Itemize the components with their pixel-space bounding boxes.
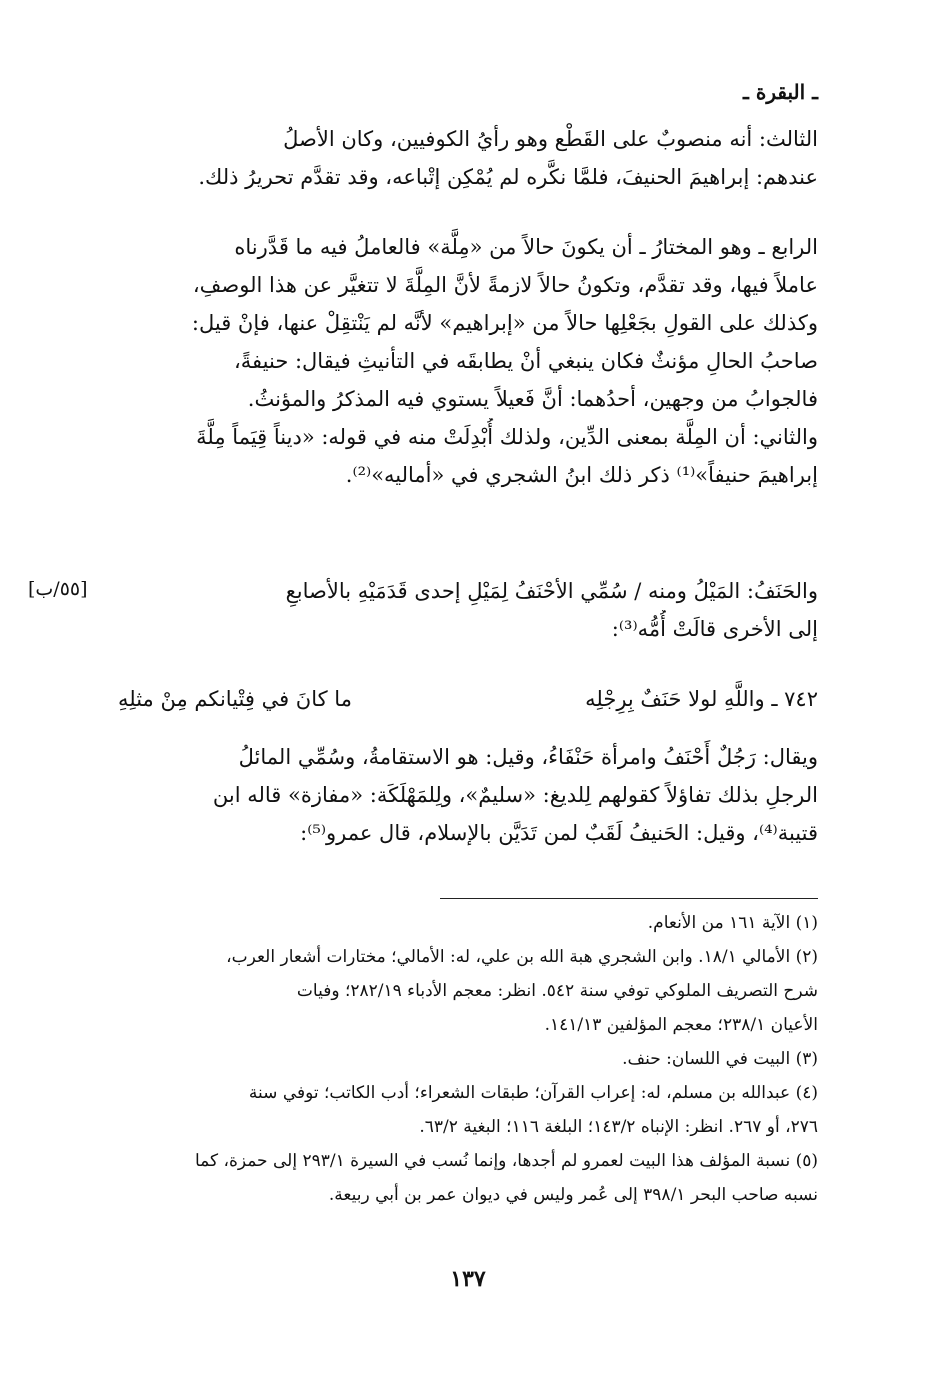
footnote-line: (١) الآية ١٦١ من الأنعام. <box>647 913 818 933</box>
text-line: الرابع ـ وهو المختارُ ـ أن يكونَ حالاً من «مِلَّة» فالعاملُ فيه ما قَدَّرناه <box>234 235 818 259</box>
text-line: الثالث: أنه منصوبٌ على القَطْع وهو رأيُ الكوفيين، وكان الأصلُ <box>283 127 818 151</box>
footnote-5 <box>118 1146 818 1210</box>
text-line: الرجلِ بذلك تفاؤلاً كقولهم لِلديغ: «سليمٌ»، ولِلمَهْلَكَة: «مفازة» قاله ابن <box>212 783 818 807</box>
text-line: إلى الأخرى قالَتْ أُمُّه⁽³⁾: <box>611 617 818 641</box>
text-line: والحَنَفُ: المَيْلُ ومنه / سُمِّي الأحْنَفُ لِمَيْلِ إحدى قَدَمَيْهِ بالأصابعِ <box>285 579 818 603</box>
text-line: فالجوابُ من وجهين، أحدُهما: أنَّ فَعيلاً يستوي فيه المذكرُ والمؤنثُ. <box>247 387 818 411</box>
footnote-2 <box>118 942 818 1040</box>
page-number: ١٣٧ <box>450 1266 486 1292</box>
footnote-line: الأعيان ٢٣٨/١؛ معجم المؤلفين ١٤١/١٣. <box>544 1015 818 1035</box>
text-line: عاملاً فيها، وقد تقدَّم، وتكونُ حالاً لازمةً لأنَّ المِلَّةَ لا تتغيَّر عن هذا الوصفِ، <box>192 273 818 297</box>
verse-second-hemistich: ما كانَ في فِتْيانكم مِنْ مثلِهِ <box>118 687 352 711</box>
paragraph-fourth-reading <box>118 228 818 494</box>
running-header: ـ البقرة ـ <box>743 80 818 104</box>
text-line: قتيبة⁽⁴⁾، وقيل: الحَنيفُ لَقَبٌ لمن تَدَيَّن بالإسلام، قال عمرو⁽⁵⁾: <box>300 821 818 845</box>
footnote-line: (٢) الأمالي ١٨/١. وابن الشجري هبة الله بن علي، له: الأمالي؛ مختارات أشعار العرب، <box>226 947 818 967</box>
footnote-line: شرح التصريف الملوكي توفي سنة ٥٤٢. انظر: معجم الأدباء ٢٨٢/١٩؛ وفيات <box>296 981 818 1001</box>
poetry-verse <box>118 680 818 718</box>
paragraph-hanif-meaning <box>118 738 818 852</box>
text-line: والثاني: أن المِلَّة بمعنى الدِّين، ولذلك أُبْدِلَتْ منه في قوله: «ديناً قِيَماً مِلَّةَ <box>196 425 818 449</box>
text-line: ويقال: رَجُلٌ أَحْنَفُ وامرأة حَنْفَاءُ، وقيل: هو الاستقامةُ، وسُمِّي المائلُ <box>238 745 818 769</box>
footnote-1 <box>118 908 818 938</box>
text-line: وكذلك على القولِ بجَعْلِها حالاً من «إبراهيم» لأنَّه لم يَنْتقِلْ عنها، فإنْ قيل: <box>191 311 818 335</box>
footnote-line: (٥) نسبة المؤلف هذا البيت لعمرو لم أجدها، وإنما نُسب في السيرة ٢٩٣/١ إلى حمزة، كما <box>194 1151 818 1171</box>
footnote-3 <box>118 1044 818 1074</box>
footnote-line: (٣) البيت في اللسان: حنف. <box>622 1049 818 1069</box>
footnote-line: (٤) عبدالله بن مسلم، له: إعراب القرآن؛ طبقات الشعراء؛ أدب الكاتب؛ توفي سنة <box>248 1083 818 1103</box>
text-line: إبراهيمَ حنيفاً»⁽¹⁾ ذكر ذلك ابنُ الشجري في «أماليه»⁽²⁾. <box>345 463 818 487</box>
text-line: عندهم: إبراهيمَ الحنيفَ، فلمَّا نكَّره لم يُمْكِن إتْباعه، وقد تقدَّم تحريرُ ذلك. <box>198 165 818 189</box>
verse-first-hemistich: ٧٤٢ ـ واللَّهِ لولا حَنَفٌ بِرِجْلِه <box>585 687 818 711</box>
footnote-4 <box>118 1078 818 1142</box>
footnote-divider <box>440 898 818 899</box>
margin-folio-reference: [٥٥/ب] <box>28 578 88 600</box>
text-line: صاحبُ الحالِ مؤنثٌ فكان ينبغي أنْ يطابقَه في التأنيثِ فيقال: حنيفةً، <box>233 349 818 373</box>
paragraph-third-reading <box>118 120 818 196</box>
paragraph-hanaf-definition <box>118 572 818 648</box>
footnotes <box>118 908 818 1214</box>
footnote-line: نسبه صاحب البحر ٣٩٨/١ إلى عُمر وليس في ديوان عمر بن أبي ربيعة. <box>328 1185 818 1205</box>
footnote-line: ٢٧٦، أو ٢٦٧. انظر: الإنباه ١٤٣/٢؛ البلغة ١١٦؛ البغية ٦٣/٢. <box>419 1117 818 1137</box>
